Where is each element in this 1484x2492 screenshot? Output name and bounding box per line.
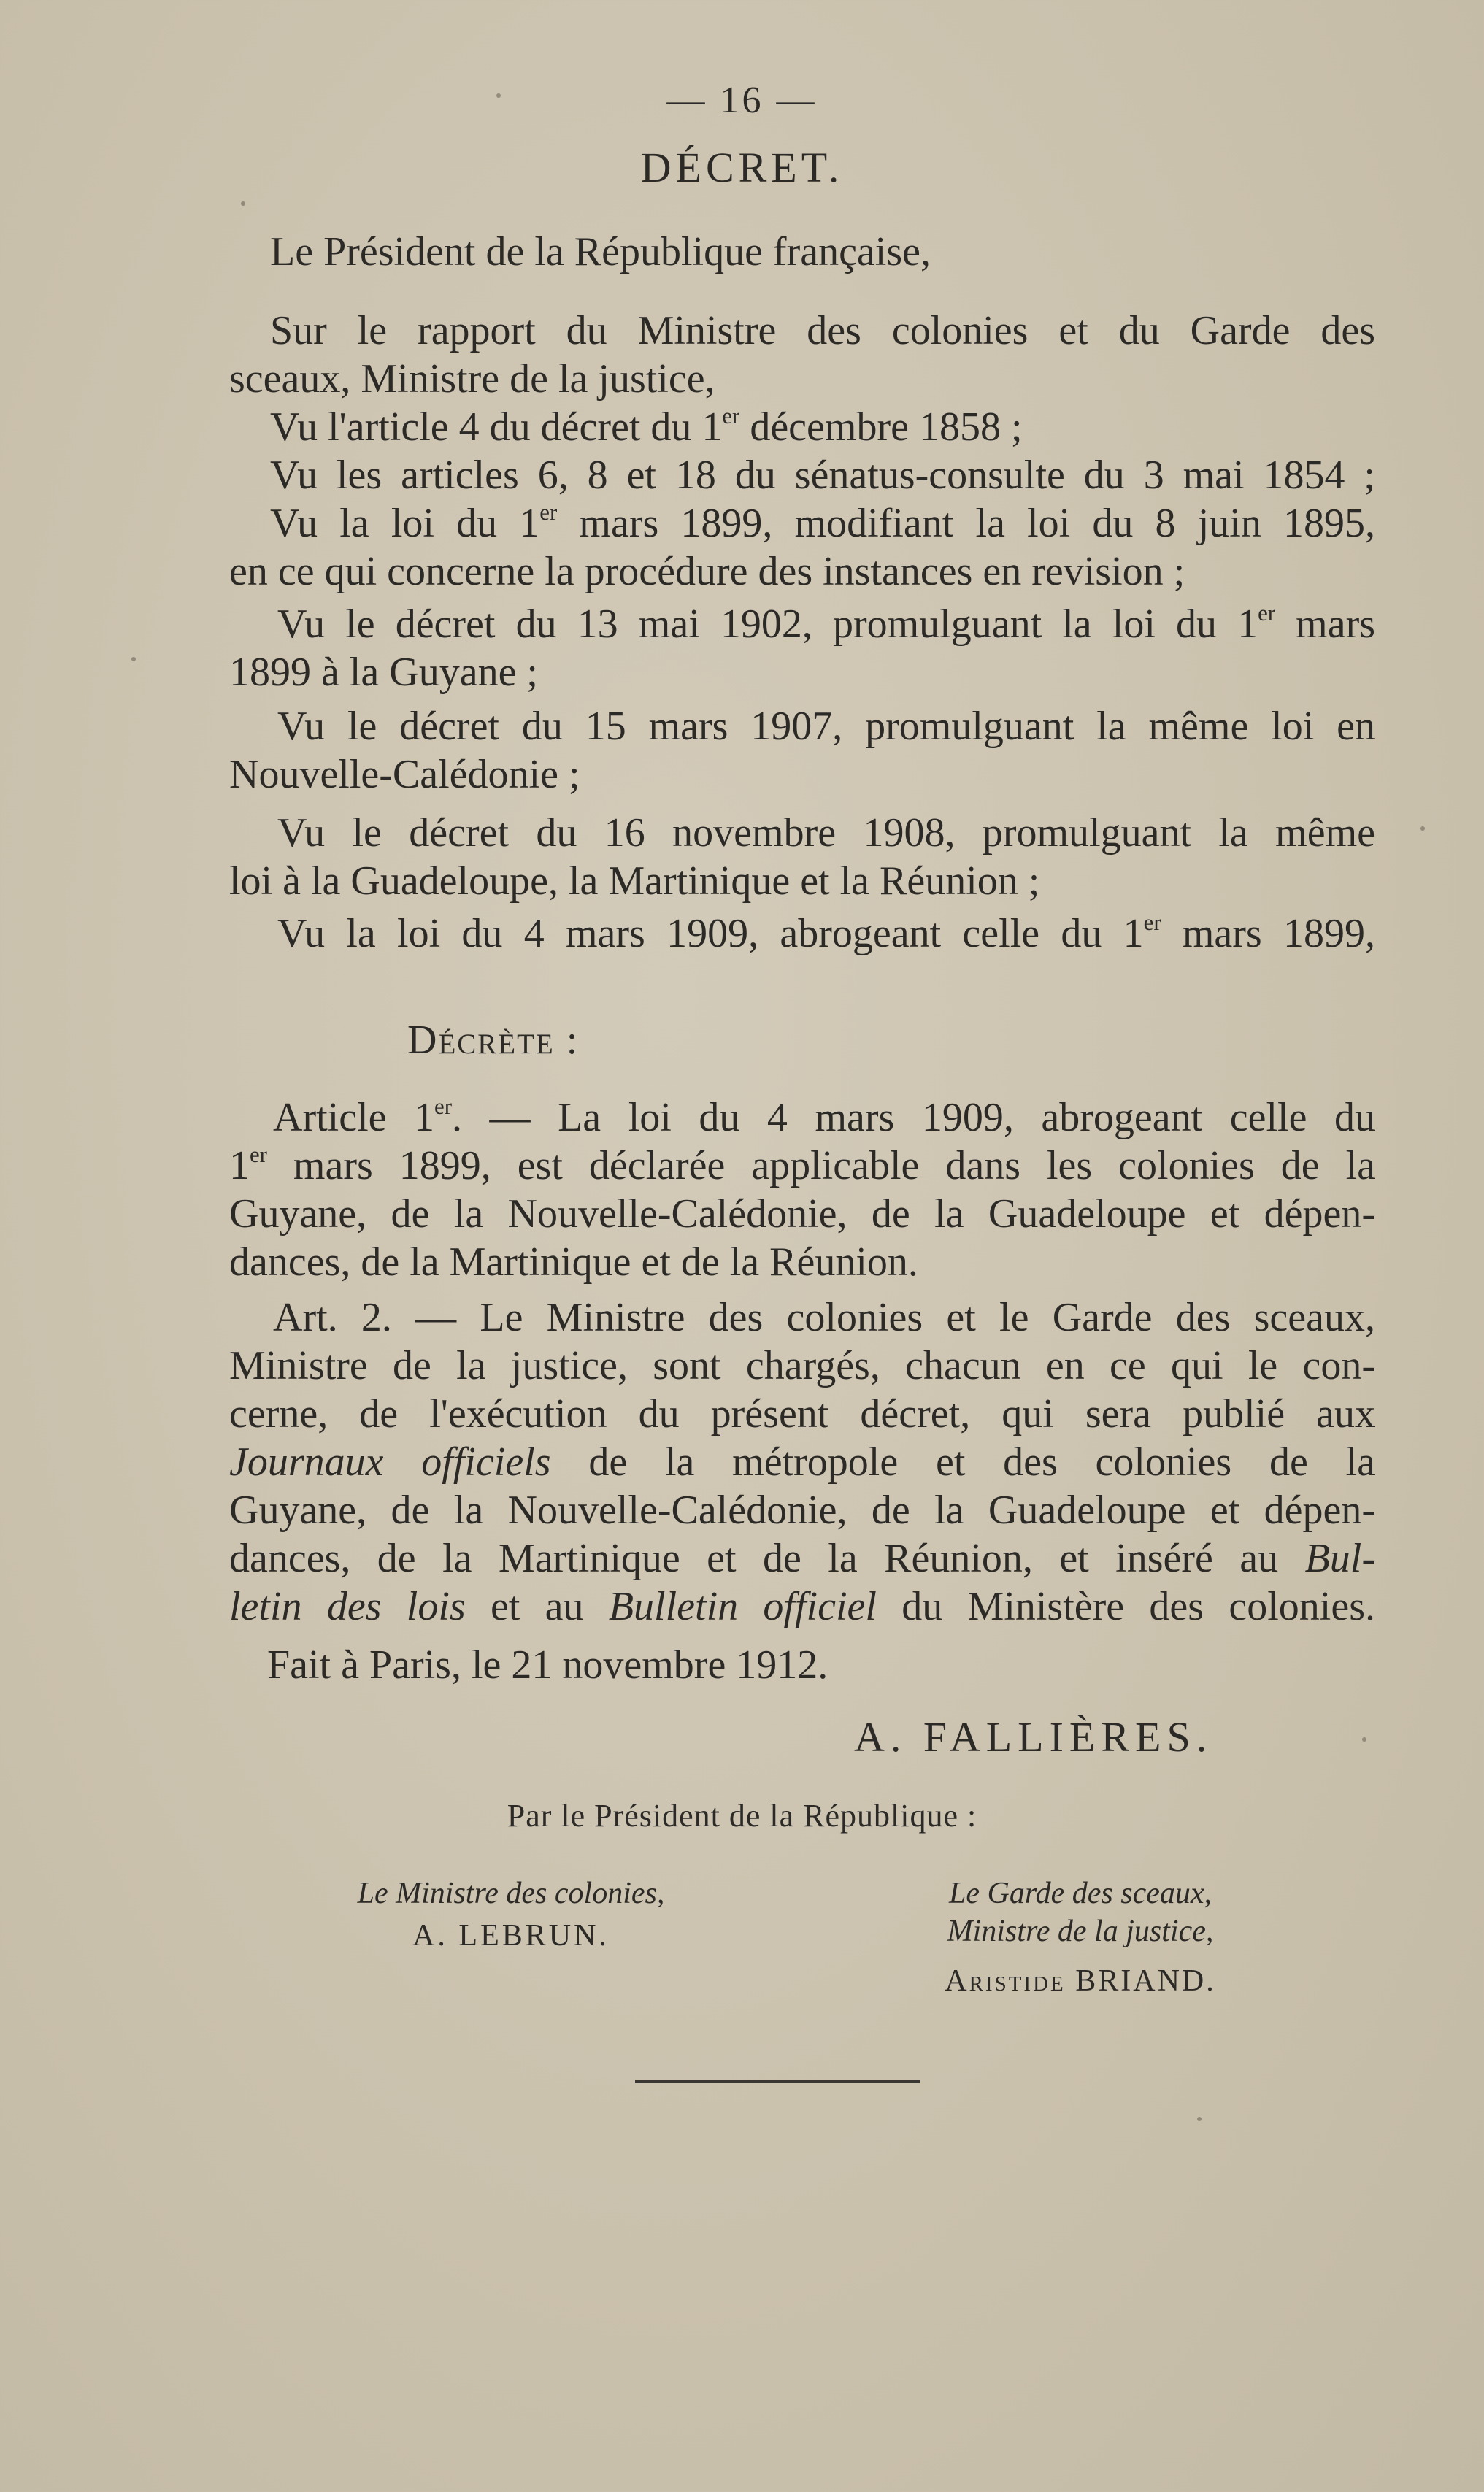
text-line: Nouvelle-Calédonie ;: [229, 752, 580, 797]
ink-speck: [1362, 1737, 1366, 1742]
text-line: Guyane, de la Nouvelle-Calédonie, de la Guadeloupe et dépen-: [229, 1191, 1375, 1237]
closing-rule: [635, 2080, 920, 2083]
ink-speck: [496, 93, 501, 98]
right-signatory-role-2: Ministre de la justice,: [947, 1915, 1214, 1948]
text-line: Décrète :: [407, 1018, 580, 1063]
page-number: — 16 —: [666, 80, 818, 121]
text-line: letin des lois et au Bulletin officiel du Ministère des colonies.: [229, 1584, 1375, 1629]
text-line: Vu le décret du 16 novembre 1908, promulguant la même: [277, 810, 1375, 855]
text-line: dances, de la Martinique et de la Réunion.: [229, 1239, 918, 1285]
right-signatory: [854, 1874, 1307, 2000]
text-line: Vu le décret du 13 mai 1902, promulguant la loi du 1er mars: [277, 600, 1376, 647]
text-line: Sur le rapport du Ministre des colonies et du Garde des: [270, 308, 1375, 353]
left-signatory-name: A. LEBRUN.: [412, 1919, 610, 1953]
ink-speck: [1420, 826, 1425, 831]
text-line: Art. 2. — Le Ministre des colonies et le Garde des sceaux,: [273, 1295, 1375, 1340]
text-line: Ministre de la justice, sont chargés, chacun en ce qui le con-: [229, 1343, 1375, 1388]
text-line: en ce qui concerne la procédure des instances en revision ;: [229, 549, 1185, 594]
text-line: Vu les articles 6, 8 et 18 du sénatus-consulte du 3 mai 1854 ;: [270, 453, 1375, 498]
text-line: Article 1er. — La loi du 4 mars 1909, abrogeant celle du: [273, 1093, 1375, 1140]
text-line: 1899 à la Guyane ;: [229, 650, 538, 695]
text-line: Le Président de la République française,: [270, 229, 931, 274]
text-line: cerne, de l'exécution du présent décret, qui sera publié aux: [229, 1391, 1375, 1437]
text-line: 1er mars 1899, est déclarée applicable dans les colonies de la: [229, 1142, 1375, 1188]
text-line: sceaux, Ministre de la justice,: [229, 356, 715, 401]
text-line: Vu la loi du 1er mars 1899, modifiant la loi du 8 juin 1895,: [270, 499, 1376, 546]
text-line: Vu la loi du 4 mars 1909, abrogeant celle du 1er mars 1899,: [277, 909, 1375, 956]
countersign-caption: Par le Président de la République :: [507, 1798, 977, 1834]
text-line: Vu l'article 4 du décret du 1er décembre 1858 ;: [270, 403, 1023, 450]
left-signatory-role: Le Ministre des colonies,: [357, 1877, 665, 1910]
text-line: dances, de la Martinique et de la Réunion, et inséré au Bul-: [229, 1536, 1375, 1581]
left-signatory: [292, 1874, 730, 1955]
text-line: Fait à Paris, le 21 novembre 1912.: [267, 1642, 828, 1688]
right-signatory-name: Aristide BRIAND.: [945, 1964, 1216, 1998]
president-signature: A. FALLIÈRES.: [854, 1713, 1213, 1761]
text-line: loi à la Guadeloupe, la Martinique et la Réunion ;: [229, 858, 1040, 904]
ink-speck: [1197, 2117, 1202, 2121]
ink-speck: [241, 201, 245, 206]
decree-title: DÉCRET.: [640, 144, 844, 191]
right-signatory-role-1: Le Garde des sceaux,: [948, 1877, 1212, 1910]
ink-speck: [131, 657, 136, 661]
text-line: Vu le décret du 15 mars 1907, promulguant la même loi en: [277, 704, 1375, 749]
text-line: Journaux officiels de la métropole et des colonies de la: [229, 1439, 1375, 1485]
text-line: Guyane, de la Nouvelle-Calédonie, de la Guadeloupe et dépen-: [229, 1488, 1375, 1533]
